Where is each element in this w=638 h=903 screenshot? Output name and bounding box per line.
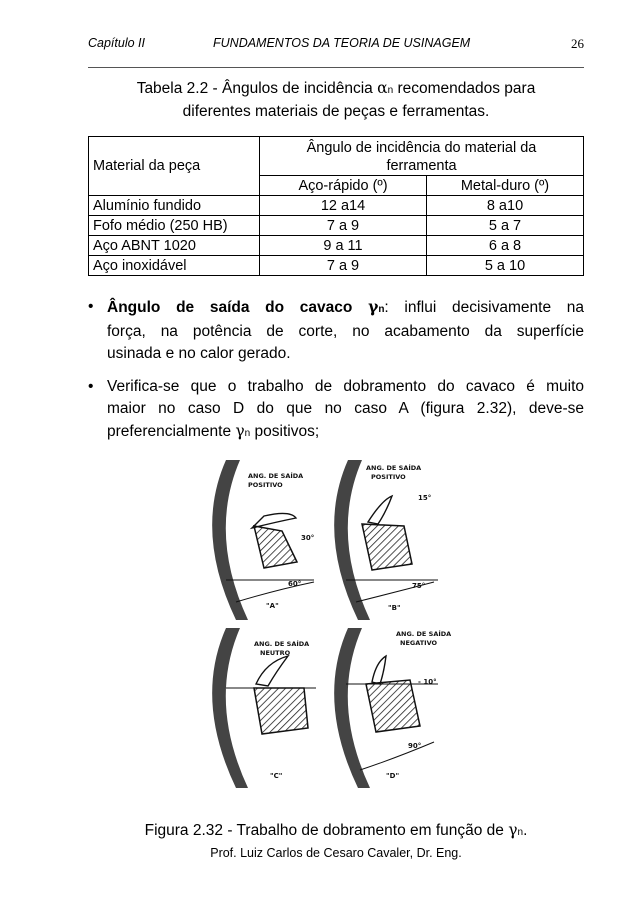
- panel-a-angle-arc: [236, 582, 314, 602]
- table-caption-suffix: recomendados para: [393, 80, 536, 97]
- running-title: FUNDAMENTOS DA TEORIA DE USINAGEM: [213, 36, 471, 50]
- cell-carbide: 6 a 8: [427, 236, 584, 256]
- panel-b-label1: ANG. DE SAÍDA: [366, 464, 422, 472]
- group-header-line2: ferramenta: [386, 158, 457, 174]
- panel-b-chip: [368, 496, 392, 524]
- panel-b-angle1: 15°: [418, 494, 432, 502]
- table-caption: [88, 78, 584, 122]
- figure-caption-prefix: Figura 2.32 - Trabalho de dobramento em função de: [144, 822, 509, 839]
- group-header-line1: Ângulo de incidência do material da: [306, 140, 537, 156]
- bullet-dot: •: [88, 298, 94, 315]
- bullet-chip-bending: [88, 376, 584, 446]
- panel-c-chip: [256, 656, 288, 686]
- table-caption-line2: diferentes materiais de peças e ferramentas.: [182, 103, 490, 120]
- figure-caption-suffix: .: [523, 822, 528, 839]
- panel-a-chip: [252, 513, 296, 528]
- bullet-text: [107, 376, 584, 445]
- bullet-line: [107, 296, 584, 321]
- cell-hss: 12 a14: [260, 196, 427, 216]
- page-number: 26: [571, 36, 584, 51]
- bullet-line: [107, 420, 584, 445]
- bullet-line-rest: : influi decisivamente na: [384, 299, 585, 316]
- panel-a-label2: POSITIVO: [248, 481, 283, 489]
- panel-a-workpiece-arc: [212, 460, 248, 620]
- panel-a-case: "A": [266, 602, 279, 610]
- bullet-rake-angle: [88, 296, 584, 366]
- cell-material: Aço inoxidável: [89, 256, 260, 276]
- cell-material: Aço ABNT 1020: [89, 236, 260, 256]
- panel-b-workpiece-arc: [334, 460, 370, 620]
- group-header-angle: [260, 137, 584, 176]
- panel-a-angle1: 30°: [301, 534, 315, 542]
- panel-d-chip: [372, 656, 386, 684]
- panel-a-label1: ANG. DE SAÍDA: [248, 472, 304, 480]
- gamma-subscript: n: [517, 827, 524, 838]
- panel-d: [334, 628, 451, 788]
- bullet-bold-term: Ângulo de saída do cavaco: [107, 299, 369, 316]
- cell-carbide: 5 a 7: [427, 216, 584, 236]
- cell-carbide: 8 a10: [427, 196, 584, 216]
- panel-b-case: "B": [388, 604, 401, 612]
- panel-d-case: "D": [386, 772, 400, 780]
- panel-d-label1: ANG. DE SAÍDA: [396, 630, 452, 638]
- chapter-label: Capítulo II: [88, 36, 145, 50]
- panel-c-label1: ANG. DE SAÍDA: [254, 640, 310, 648]
- page-header: [88, 36, 584, 58]
- bullet-line: maior no caso D do que no caso A (figura 2.32), deve-se: [107, 400, 584, 417]
- table-row: [89, 196, 584, 216]
- alpha-subscript: n: [387, 85, 394, 96]
- bullet-line-post: positivos;: [250, 423, 320, 440]
- panel-b-label2: POSITIVO: [371, 473, 406, 481]
- table-caption-prefix: Tabela 2.2 - Ângulos de incidência: [136, 80, 378, 97]
- panel-b-angle2: 75°: [412, 582, 426, 590]
- col-header-carbide: Metal-duro (º): [427, 176, 584, 196]
- col-header-hss: Aço-rápido (º): [260, 176, 427, 196]
- panel-c-workpiece-arc: [212, 628, 248, 788]
- panel-d-angle2: 90°: [408, 742, 422, 750]
- bullet-line-pre: preferencialmente: [107, 423, 236, 440]
- table-row: [89, 236, 584, 256]
- panel-d-angle-arc: [360, 742, 434, 770]
- cell-hss: 7 a 9: [260, 216, 427, 236]
- table-row: [89, 216, 584, 236]
- cell-hss: 7 a 9: [260, 256, 427, 276]
- bullet-line: usinada e no calor gerado.: [107, 345, 291, 362]
- panel-b: [334, 460, 438, 620]
- panel-c: [212, 628, 316, 788]
- bullet-line: Verifica-se que o trabalho de dobramento do cavaco é muito: [107, 378, 584, 395]
- figure-caption: [88, 820, 584, 843]
- bullet-text: [107, 296, 584, 365]
- incidence-angle-table: [88, 136, 584, 276]
- panel-c-tool: [254, 688, 308, 734]
- panel-a-tool: [254, 526, 297, 568]
- panel-a-angle2: 60°: [288, 580, 302, 588]
- gamma-subscript: n: [244, 428, 251, 439]
- gamma-symbol: γ: [235, 422, 245, 440]
- gamma-subscript: n: [378, 304, 385, 315]
- panel-c-label2: NEUTRO: [260, 649, 291, 657]
- panel-d-tool: [366, 680, 420, 732]
- panel-c-case: "C": [270, 772, 283, 780]
- cell-hss: 9 a 11: [260, 236, 427, 256]
- panel-b-tool: [362, 524, 412, 570]
- gamma-symbol: γ: [368, 297, 379, 316]
- panel-d-label2: NEGATIVO: [400, 639, 438, 647]
- panel-a: [212, 460, 314, 620]
- alpha-symbol: α: [377, 79, 388, 97]
- bullet-line: força, na potência de corte, no acabamento da superfície: [107, 323, 584, 340]
- chip-bending-figure: [196, 452, 452, 842]
- table-caption-line1: [137, 80, 536, 97]
- gamma-symbol: γ: [508, 821, 518, 839]
- cell-material: Fofo médio (250 HB): [89, 216, 260, 236]
- table-row: [89, 256, 584, 276]
- header-rule: [88, 67, 584, 68]
- bullet-dot: •: [88, 378, 94, 395]
- col-header-material: Material da peça: [89, 137, 260, 196]
- cell-carbide: 5 a 10: [427, 256, 584, 276]
- panel-d-workpiece-arc: [334, 628, 370, 788]
- panel-d-angle1: - 10°: [418, 678, 437, 686]
- cell-material: Alumínio fundido: [89, 196, 260, 216]
- page-footer: Prof. Luiz Carlos de Cesaro Cavaler, Dr. Eng.: [210, 846, 462, 860]
